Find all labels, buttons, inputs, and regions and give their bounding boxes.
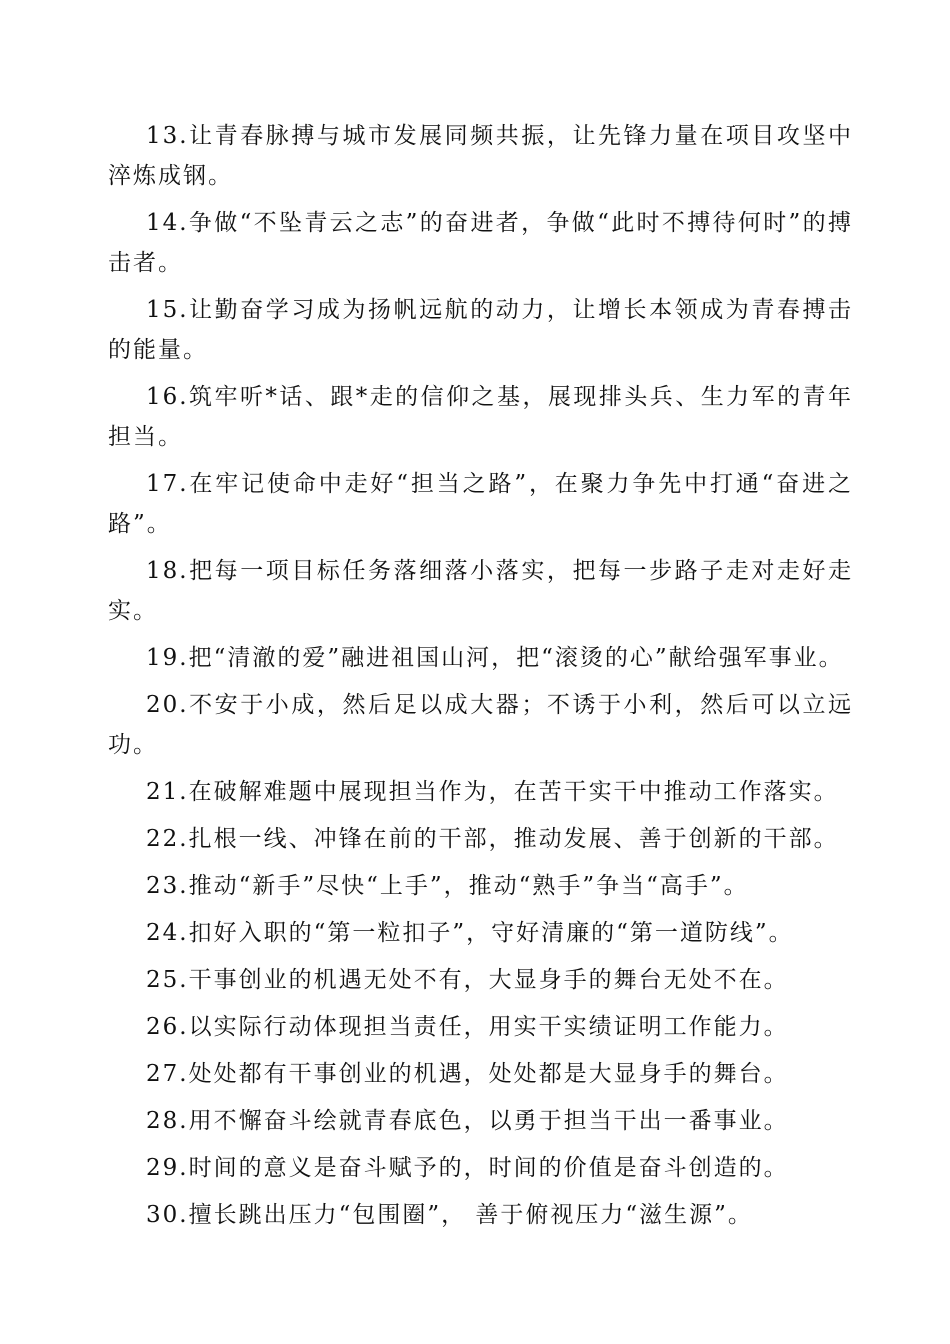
list-item: 26.以实际行动体现担当责任，用实干实绩证明工作能力。 <box>146 1014 789 1040</box>
list-item: 28.用不懈奋斗绘就青春底色，以勇于担当干出一番事业。 <box>146 1108 789 1134</box>
list-item: 23.推动“新手”尽快“上手”，推动“熟手”争当“高手”。 <box>146 873 749 899</box>
list-item: 13.让青春脉搏与城市发展同频共振，让先锋力量在项目攻坚中淬炼成钢。 <box>108 123 853 189</box>
list-item: 19.把“清澈的爱”融进祖国山河，把“滚烫的心”献给强军事业。 <box>146 645 844 671</box>
list-item: 30.擅长跳出压力“包围圈”， 善于俯视压力“滋生源”。 <box>146 1202 753 1228</box>
list-item: 17.在牢记使命中走好“担当之路”，在聚力争先中打通“奋进之路”。 <box>108 471 853 537</box>
list-item: 29.时间的意义是奋斗赋予的，时间的价值是奋斗创造的。 <box>146 1155 789 1181</box>
list-item: 15.让勤奋学习成为扬帆远航的动力，让增长本领成为青春搏击的能量。 <box>108 297 853 363</box>
document-body <box>108 116 853 1242</box>
list-item: 27.处处都有干事创业的机遇，处处都是大显身手的舞台。 <box>146 1061 789 1087</box>
list-item: 21.在破解难题中展现担当作为，在苦干实干中推动工作落实。 <box>146 779 839 805</box>
list-item: 24.扣好入职的“第一粒扣子”，守好清廉的“第一道防线”。 <box>146 920 794 946</box>
list-item: 16.筑牢听*话、跟*走的信仰之基，展现排头兵、生力军的青年担当。 <box>108 384 853 450</box>
list-item: 18.把每一项目标任务落细落小落实，把每一步路子走对走好走实。 <box>108 558 853 624</box>
list-item: 25.干事创业的机遇无处不有，大显身手的舞台无处不在。 <box>146 967 789 993</box>
list-item: 22.扎根一线、冲锋在前的干部，推动发展、善于创新的干部。 <box>146 826 839 852</box>
list-item: 14.争做“不坠青云之志”的奋进者，争做“此时不搏待何时”的搏击者。 <box>108 210 853 276</box>
list-item: 20.不安于小成，然后足以成大器；不诱于小利，然后可以立远功。 <box>108 692 853 758</box>
